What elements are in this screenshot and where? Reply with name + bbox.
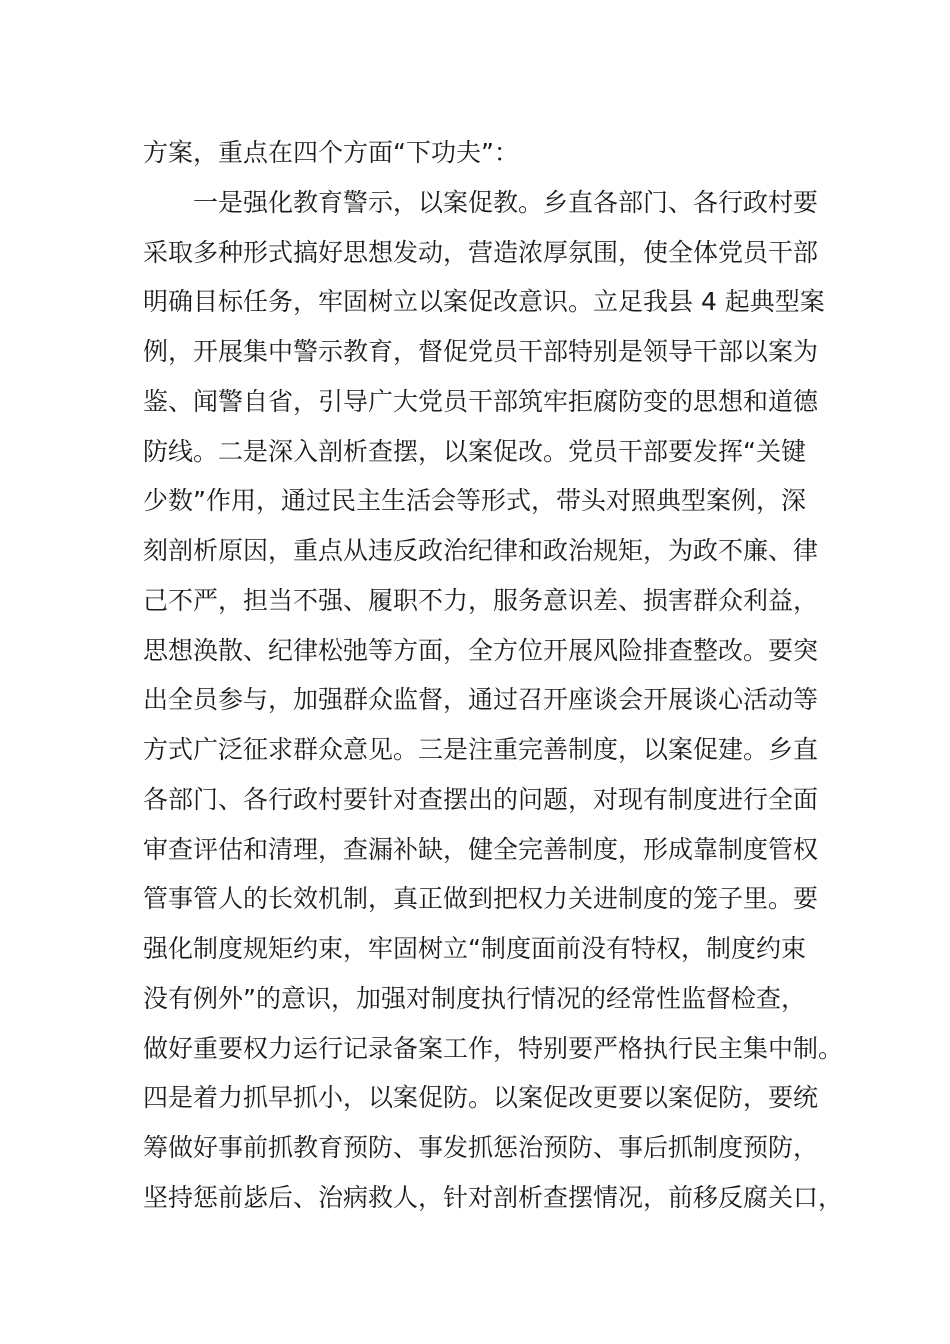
text-line: 鉴、闻警自省，引导广大党员干部筑牢拒腐防变的思想和道德 [143, 386, 819, 416]
text-line: 例，开展集中警示教育，督促党员干部特别是领导干部以案为 [143, 337, 819, 366]
text-line: 刻剖析原因，重点从违反政治纪律和政治规矩，为政不廉、律 [143, 536, 819, 565]
text-line: 方式广泛征求群众意见。三是注重完善制度，以案促建。乡直 [143, 735, 819, 764]
text-line: 四是着力抓早抓小，以案促防。以案促改更要以案促防，要统 [143, 1083, 819, 1113]
text-line: 各部门、各行政村要针对查摆出的问题，对现有制度进行全面 [143, 784, 819, 814]
text-line: 管事管人的长效机制，真正做到把权力关进制度的笼子里。要 [143, 884, 819, 914]
body-text [143, 128, 844, 1223]
text-line: 明确目标任务，牢固树立以案促改意识。立足我县 4 起典型案 [143, 287, 825, 317]
text-line: 少数”作用，通过民主生活会等形式，带头对照典型案例，深 [143, 486, 806, 516]
text-line: 审查评估和清理，查漏补缺，健全完善制度，形成靠制度管权 [143, 834, 819, 864]
text-line: 坚持惩前毖后、治病救人，针对剖析查摆情况，前移反腐关口， [143, 1182, 844, 1212]
text-line: 方案，重点在四个方面“下功夫”： [143, 138, 519, 167]
text-line: 出全员参与，加强群众监督，通过召开座谈会开展谈心活动等 [143, 685, 819, 715]
text-line: 做好重要权力运行记录备案工作，特别要严格执行民主集中制。 [143, 1033, 844, 1063]
text-line: 一是强化教育警示，以案促教。乡直各部门、各行政村要 [143, 187, 819, 217]
text-line: 强化制度规矩约束，牢固树立“制度面前没有特权，制度约束 [143, 934, 806, 963]
text-line: 筹做好事前抓教育预防、事发抓惩治预防、事后抓制度预防， [143, 1133, 819, 1162]
text-line: 没有例外”的意识，加强对制度执行情况的经常性监督检查， [143, 983, 806, 1013]
text-line: 采取多种形式搞好思想发动，营造浓厚氛围，使全体党员干部 [143, 237, 819, 267]
text-line: 防线。二是深入剖析查摆，以案促改。党员干部要发挥“关键 [143, 436, 806, 466]
text-line: 思想涣散、纪律松弛等方面，全方位开展风险排查整改。要突 [143, 635, 819, 665]
text-line: 己不严，担当不强、履职不力，服务意识差、损害群众利益， [143, 585, 819, 615]
